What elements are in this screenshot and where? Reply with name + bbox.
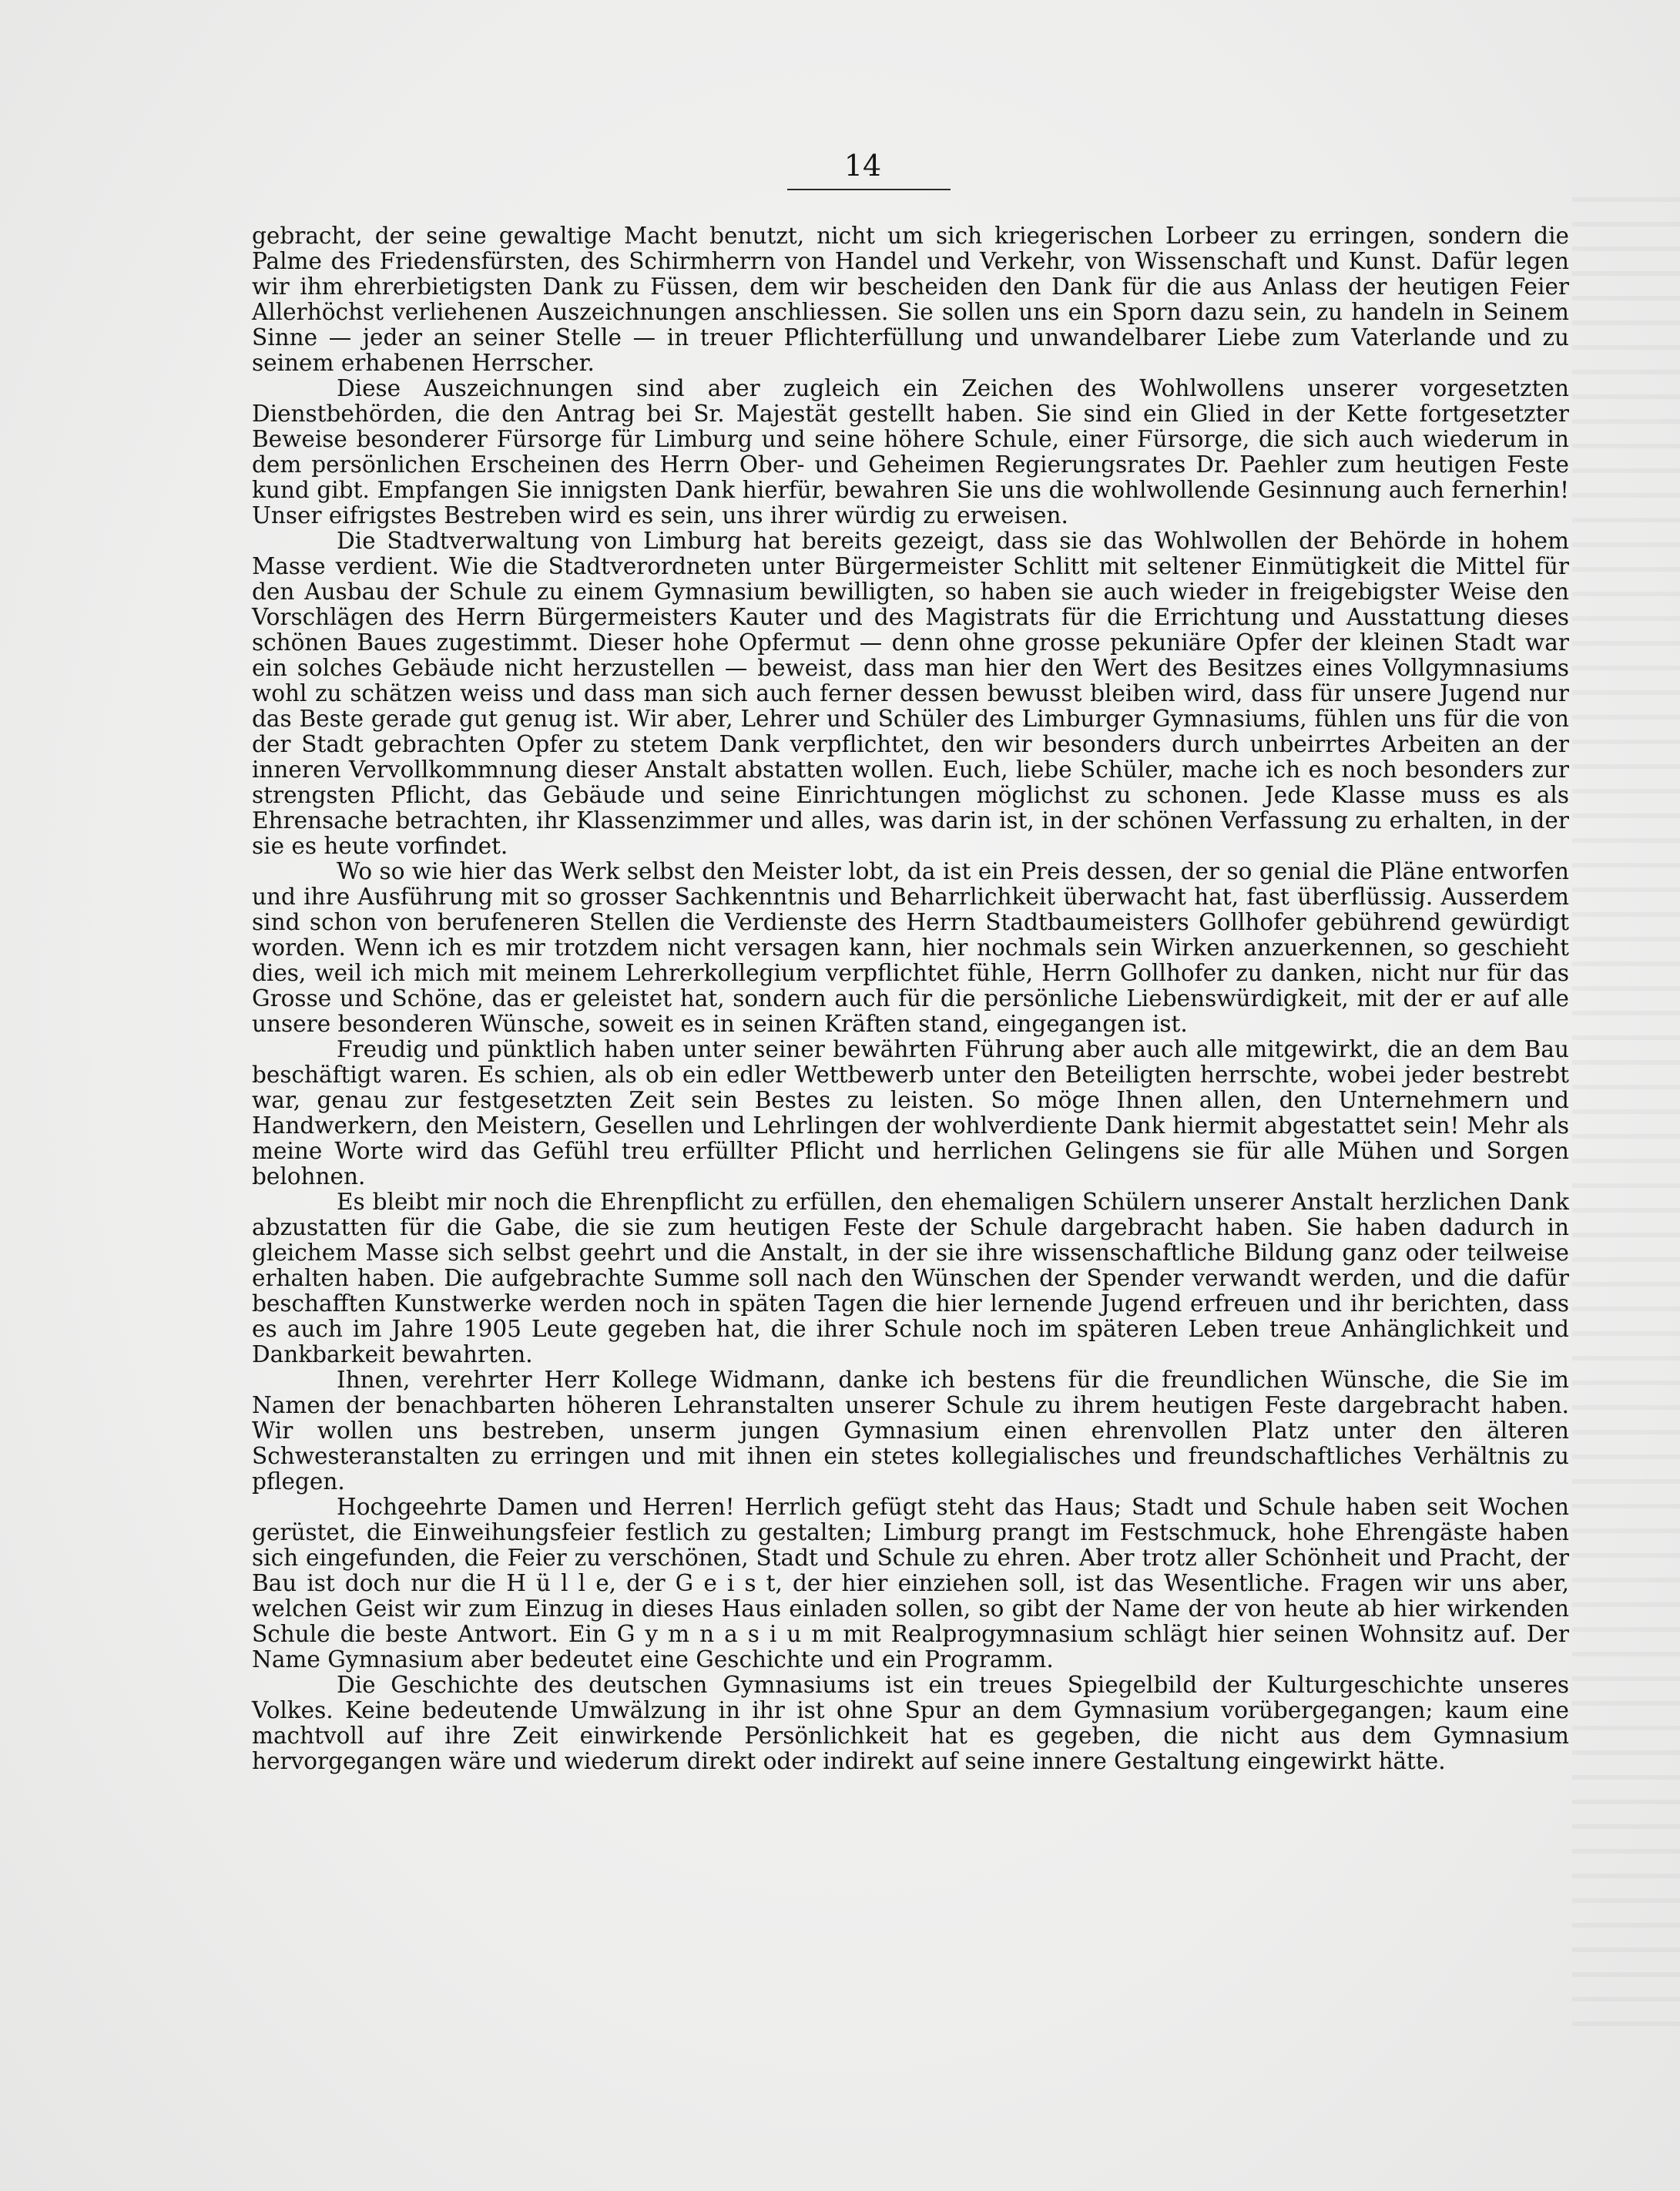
paragraph-auszeichnungen: Diese Auszeichnungen sind aber zugleich ein Zeichen des Wohlwollens unserer vorgesetzten Dienstbehörden, die den Antrag bei Sr. Majestät gestellt haben. Sie sind ein Glied in der Kette fortgesetzter Beweise besonderer Fürsorge für Limburg und seine höhere Schule, einer Fürsorge, die sich auch wiederum in dem persönlichen Erscheinen des Herrn Ober- und Geheimen Regierungsrates Dr. Paehler zum heutigen Feste kund gibt. Empfangen Sie innigsten Dank hierfür, bewahren Sie uns die wohlwollende Gesinnung auch fernerhin! Unser eifrigstes Bestreben wird es sein, uns ihrer würdig zu erweisen.	[252, 375, 1569, 528]
header-rule	[787, 189, 951, 190]
show-through-margin	[1572, 177, 1680, 2026]
paragraph-handwerker: Freudig und pünktlich haben unter seiner bewährten Führung aber auch alle mitgewirkt, die an dem Bau beschäftigt waren. Es schien, als ob ein edler Wettbewerb unter den Beteiligten herrschte, wobei jeder bestrebt war, genau zur festgesetzten Zeit sein Bestes zu leisten. So möge Ihnen allen, den Unternehmern und Handwerkern, den Meistern, Gesellen und Lehrlingen der wohlverdiente Dank hiermit abgestattet sein! Mehr als meine Worte wird das Gefühl treu erfüllter Pflicht und herrlichen Gelingens sie für alle Mühen und Sorgen belohnen.	[252, 1036, 1569, 1189]
paragraph-stadtverwaltung: Die Stadtverwaltung von Limburg hat bereits gezeigt, dass sie das Wohlwollen der Behörde in hohem Masse verdient. Wie die Stadtverordneten unter Bürgermeister Schlitt mit seltener Einmütigkeit die Mittel für den Ausbau der Schule zu einem Gymnasium bewilligten, so haben sie auch wieder in freigebigster Weise den Vorschlägen des Herrn Bürgermeisters Kauter und des Magistrats für die Errichtung und Ausstattung dieses schönen Baues zugestimmt. Dieser hohe Opfermut — denn ohne grosse pekuniäre Opfer der kleinen Stadt war ein solches Gebäude nicht herzustellen — beweist, dass man hier den Wert des Besitzes eines Vollgymnasiums wohl zu schätzen weiss und dass man sich auch ferner dessen bewusst bleiben wird, dass für unsere Jugend nur das Beste gerade gut genug ist. Wir aber, Lehrer und Schüler des Limburger Gymnasiums, fühlen uns für die von der Stadt gebrachten Opfer zu stetem Dank verpflichtet, den wir besonders durch unbeirrtes Arbeiten an der inneren Vervollkommnung dieser Anstalt abstatten wollen. Euch, liebe Schüler, mache ich es noch besonders zur strengsten Pflicht, das Gebäude und seine Einrichtungen möglichst zu schonen. Jede Klasse muss es als Ehrensache betrachten, ihr Klassenzimmer und alles, was darin ist, in der schönen Verfassung zu erhalten, in der sie es heute vorfindet.	[252, 528, 1569, 859]
page-number: 14	[843, 149, 882, 183]
body-text	[252, 223, 1569, 1774]
paragraph-damen-und-herren: Hochgeehrte Damen und Herren! Herrlich gefügt steht das Haus; Stadt und Schule haben seit Wochen gerüstet, die Einweihungsfeier festlich zu gestalten; Limburg prangt im Festschmuck, hohe Ehrengäste haben sich eingefunden, die Feier zu verschönen, Stadt und Schule zu ehren. Aber trotz aller Schönheit und Pracht, der Bau ist doch nur die H ü l l e, der G e i s t, der hier einziehen soll, ist das Wesentliche. Fragen wir uns aber, welchen Geist wir zum Einzug in dieses Haus einladen sollen, so gibt der Name der von heute ab hier wirkenden Schule die beste Antwort. Ein G y m n a s i u m mit Realprogymnasium schlägt hier seinen Wohnsitz auf. Der Name Gymnasium aber bedeutet eine Geschichte und ein Programm.	[252, 1494, 1569, 1673]
paragraph-geschichte: Die Geschichte des deutschen Gymnasiums ist ein treues Spiegelbild der Kulturgeschichte unseres Volkes. Keine bedeutende Umwälzung in ihr ist ohne Spur an dem Gymnasium vorübergegangen; kaum eine machtvoll auf ihre Zeit einwirkende Persönlichkeit hat es gegeben, die nicht aus dem Gymnasium hervorgegangen wäre und wiederum direkt oder indirekt auf seine innere Gestaltung eingewirkt hätte.	[252, 1672, 1569, 1774]
paragraph-meister: Wo so wie hier das Werk selbst den Meister lobt, da ist ein Preis dessen, der so genial die Pläne entworfen und ihre Ausführung mit so grosser Sachkenntnis und Beharrlichkeit überwacht hat, fast überflüssig. Ausserdem sind schon von berufeneren Stellen die Verdienste des Herrn Stadtbaumeisters Gollhofer gebührend gewürdigt worden. Wenn ich es mir trotzdem nicht versagen kann, hier nochmals sein Wirken anzuerkennen, so geschieht dies, weil ich mich mit meinem Lehrerkollegium verpflichtet fühle, Herrn Gollhofer zu danken, nicht nur für das Grosse und Schöne, das er geleistet hat, sondern auch für die persönliche Liebenswürdigkeit, mit der er auf alle unsere besonderen Wünsche, soweit es in seinen Kräften stand, eingegangen ist.	[252, 858, 1569, 1037]
paragraph-ehemalige-schueler: Es bleibt mir noch die Ehrenpflicht zu erfüllen, den ehemaligen Schülern unserer Anstalt herzlichen Dank abzustatten für die Gabe, die sie zum heutigen Feste der Schule dargebracht haben. Sie haben dadurch in gleichem Masse sich selbst geehrt und die Anstalt, in der sie ihre wissenschaftliche Bildung ganz oder teilweise erhalten haben. Die aufgebrachte Summe soll nach den Wünschen der Spender verwandt werden, und die dafür beschafften Kunstwerke werden noch in späten Tagen die hier lernende Jugend erfreuen und ihr berichten, dass es auch im Jahre 1905 Leute gegeben hat, die ihrer Schule noch im späteren Leben treue Anhänglichkeit und Dankbarkeit bewahrten.	[252, 1189, 1569, 1367]
paragraph-kollege-widmann: Ihnen, verehrter Herr Kollege Widmann, danke ich bestens für die freundlichen Wünsche, die Sie im Namen der benachbarten höheren Lehranstalten unserer Schule zu ihrem heutigen Feste dargebracht haben. Wir wollen uns bestreben, unserm jungen Gymnasium einen ehrenvollen Platz unter den älteren Schwesteranstalten zu erringen und mit ihnen ein stetes kollegialisches und freundschaftliches Verhältnis zu pflegen.	[252, 1367, 1569, 1495]
paragraph-continuation: gebracht, der seine gewaltige Macht benutzt, nicht um sich kriegerischen Lorbeer zu erringen, sondern die Palme des Friedensfürsten, des Schirmherrn von Handel und Verkehr, von Wissenschaft und Kunst. Dafür legen wir ihm ehrerbietigsten Dank zu Füssen, dem wir bescheiden den Dank für die aus Anlass der heutigen Feier Allerhöchst verliehenen Auszeichnungen anschliessen. Sie sollen uns ein Sporn dazu sein, zu handeln in Seinem Sinne — jeder an seiner Stelle — in treuer Pflichterfüllung und unwandelbarer Liebe zum Vaterlande und zu seinem erhabenen Herrscher.	[252, 223, 1569, 376]
